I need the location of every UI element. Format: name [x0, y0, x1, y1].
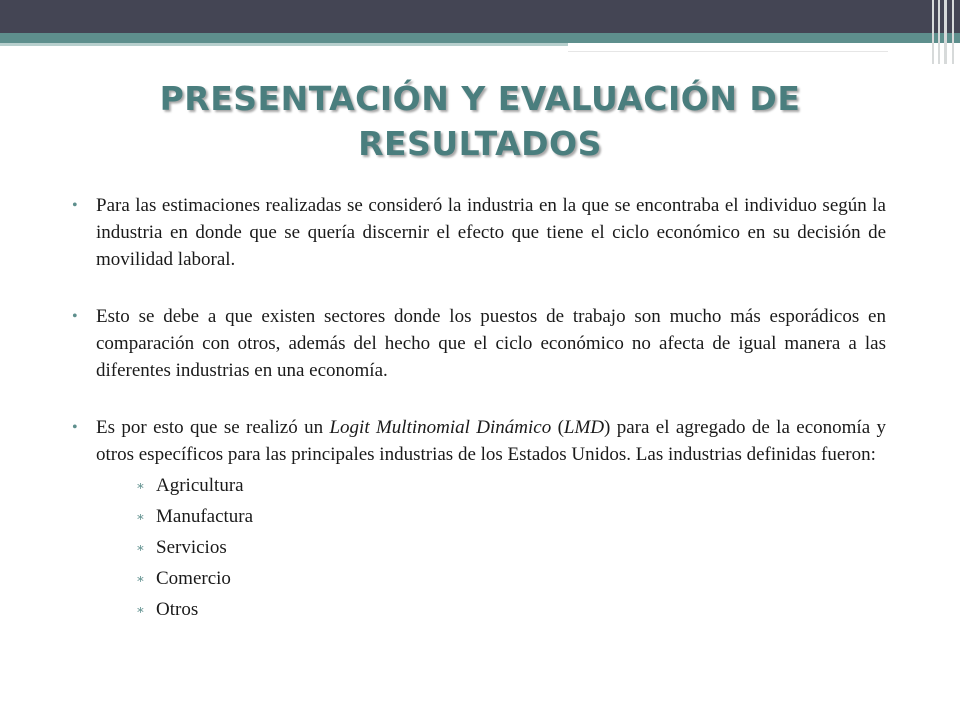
sub-bullet-icon: ∗: [136, 540, 145, 555]
paragraph-2: [72, 303, 886, 384]
paragraph-text-start: Es por esto que se realizó un: [96, 417, 330, 438]
industry-list: [72, 470, 886, 625]
bullet-icon: •: [72, 197, 78, 214]
paragraph-1: [72, 192, 886, 273]
industry-label: Manufactura: [156, 506, 254, 527]
paragraph-text-middle: (: [551, 417, 564, 438]
list-item: [136, 532, 886, 563]
teal-accent-band: [0, 33, 960, 43]
slide-body: [72, 192, 886, 625]
industry-label: Agricultura: [156, 475, 244, 496]
model-abbreviation-italic: LMD: [563, 417, 605, 438]
sub-bullet-icon: ∗: [136, 478, 145, 493]
sub-bullet-icon: ∗: [136, 602, 145, 617]
list-item: [136, 594, 886, 625]
list-item: [136, 470, 886, 501]
bullet-icon: •: [72, 419, 78, 436]
corner-decoration: [928, 0, 960, 64]
slide-title: PRESENTACIÓN Y EVALUACIÓN DE RESULTADOS: [159, 79, 801, 163]
industry-label: Servicios: [156, 537, 227, 558]
decorative-line: [568, 48, 888, 51]
paragraph-text-end: ) para el agregado de la economía y otros específicos para las principales industrias de los Estados Unidos. Las industrias definidas fueron:: [96, 417, 886, 465]
sub-bullet-icon: ∗: [136, 509, 145, 524]
model-name-italic: Logit Multinomial Dinámico: [329, 417, 552, 438]
paragraph-text: Esto se debe a que existen sectores donde los puestos de trabajo son mucho más esporádicos en comparación con otros, además del hecho que el ciclo económico no afecta de igual manera a las diferentes industrias en una economía.: [96, 306, 886, 381]
bullet-icon: •: [72, 308, 78, 325]
list-item: [136, 501, 886, 532]
list-item: [136, 563, 886, 594]
top-header-bar: [0, 0, 960, 33]
industry-label: Otros: [156, 599, 199, 620]
paragraph-3: [72, 414, 886, 468]
sub-bullet-icon: ∗: [136, 571, 145, 586]
teal-accent-band-light: [0, 43, 568, 46]
paragraph-text: Para las estimaciones realizadas se consideró la industria en la que se encontraba el individuo según la industria en donde que se quería discernir el efecto que tiene el ciclo económico en su decisión de movilidad laboral.: [96, 195, 886, 270]
industry-label: Comercio: [156, 568, 231, 589]
